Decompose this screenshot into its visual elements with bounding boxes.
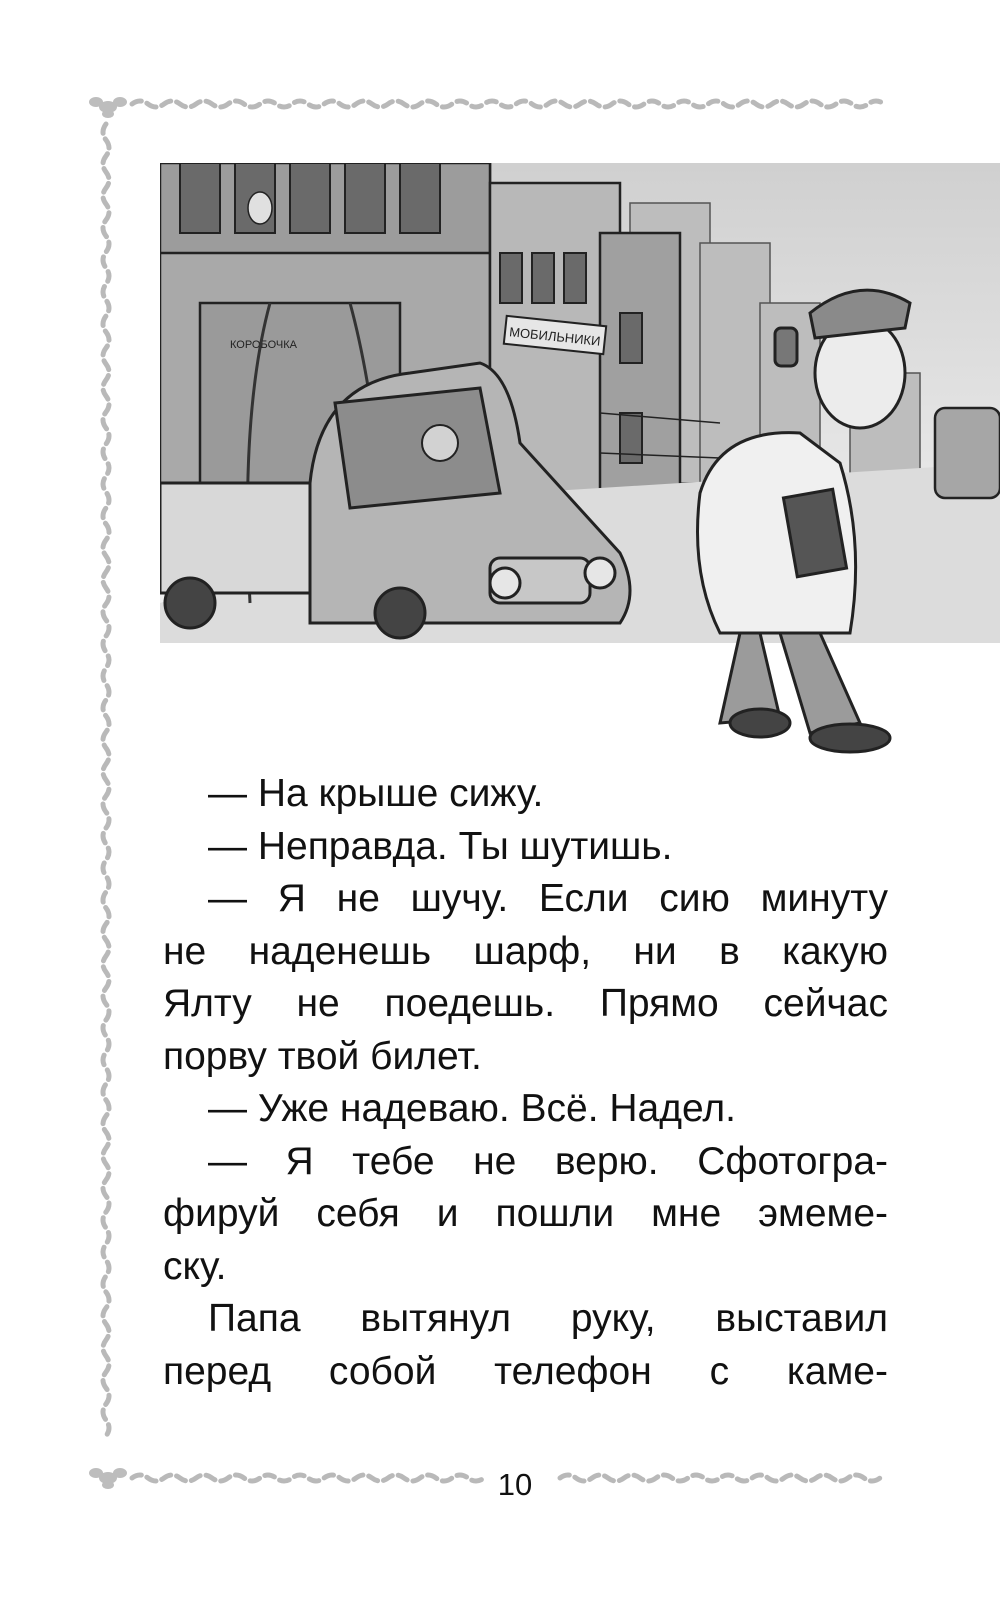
shop-sign-text: МОБИЛЬНИКИ <box>508 324 602 349</box>
text-line: фируй себя и пошли мне эмеме- <box>163 1192 888 1235</box>
box-label-text: КОРОБОЧКА <box>230 339 297 351</box>
text-line: — Уже надеваю. Всё. Надел. <box>208 1087 736 1130</box>
text-line: — Я тебе не верю. Сфотогра- <box>208 1139 888 1183</box>
text-line: порву твой билет. <box>163 1034 482 1078</box>
page-number: 10 <box>497 1467 533 1502</box>
text-line: — Я не шучу. Если сию минуту <box>208 877 888 920</box>
story-text <box>163 768 888 1398</box>
text-line: Папа вытянул руку, выставил <box>208 1297 888 1340</box>
text-line: — На крыше сижу. <box>208 772 544 815</box>
text-line: ску. <box>163 1244 227 1288</box>
text-line: не наденешь шарф, ни в какую <box>163 929 888 973</box>
text-line: перед собой телефон с каме- <box>163 1349 888 1393</box>
text-line: — Неправда. Ты шутишь. <box>208 824 673 868</box>
street-illustration <box>160 163 1000 763</box>
text-line: Ялту не поедешь. Прямо сейчас <box>163 982 888 1025</box>
